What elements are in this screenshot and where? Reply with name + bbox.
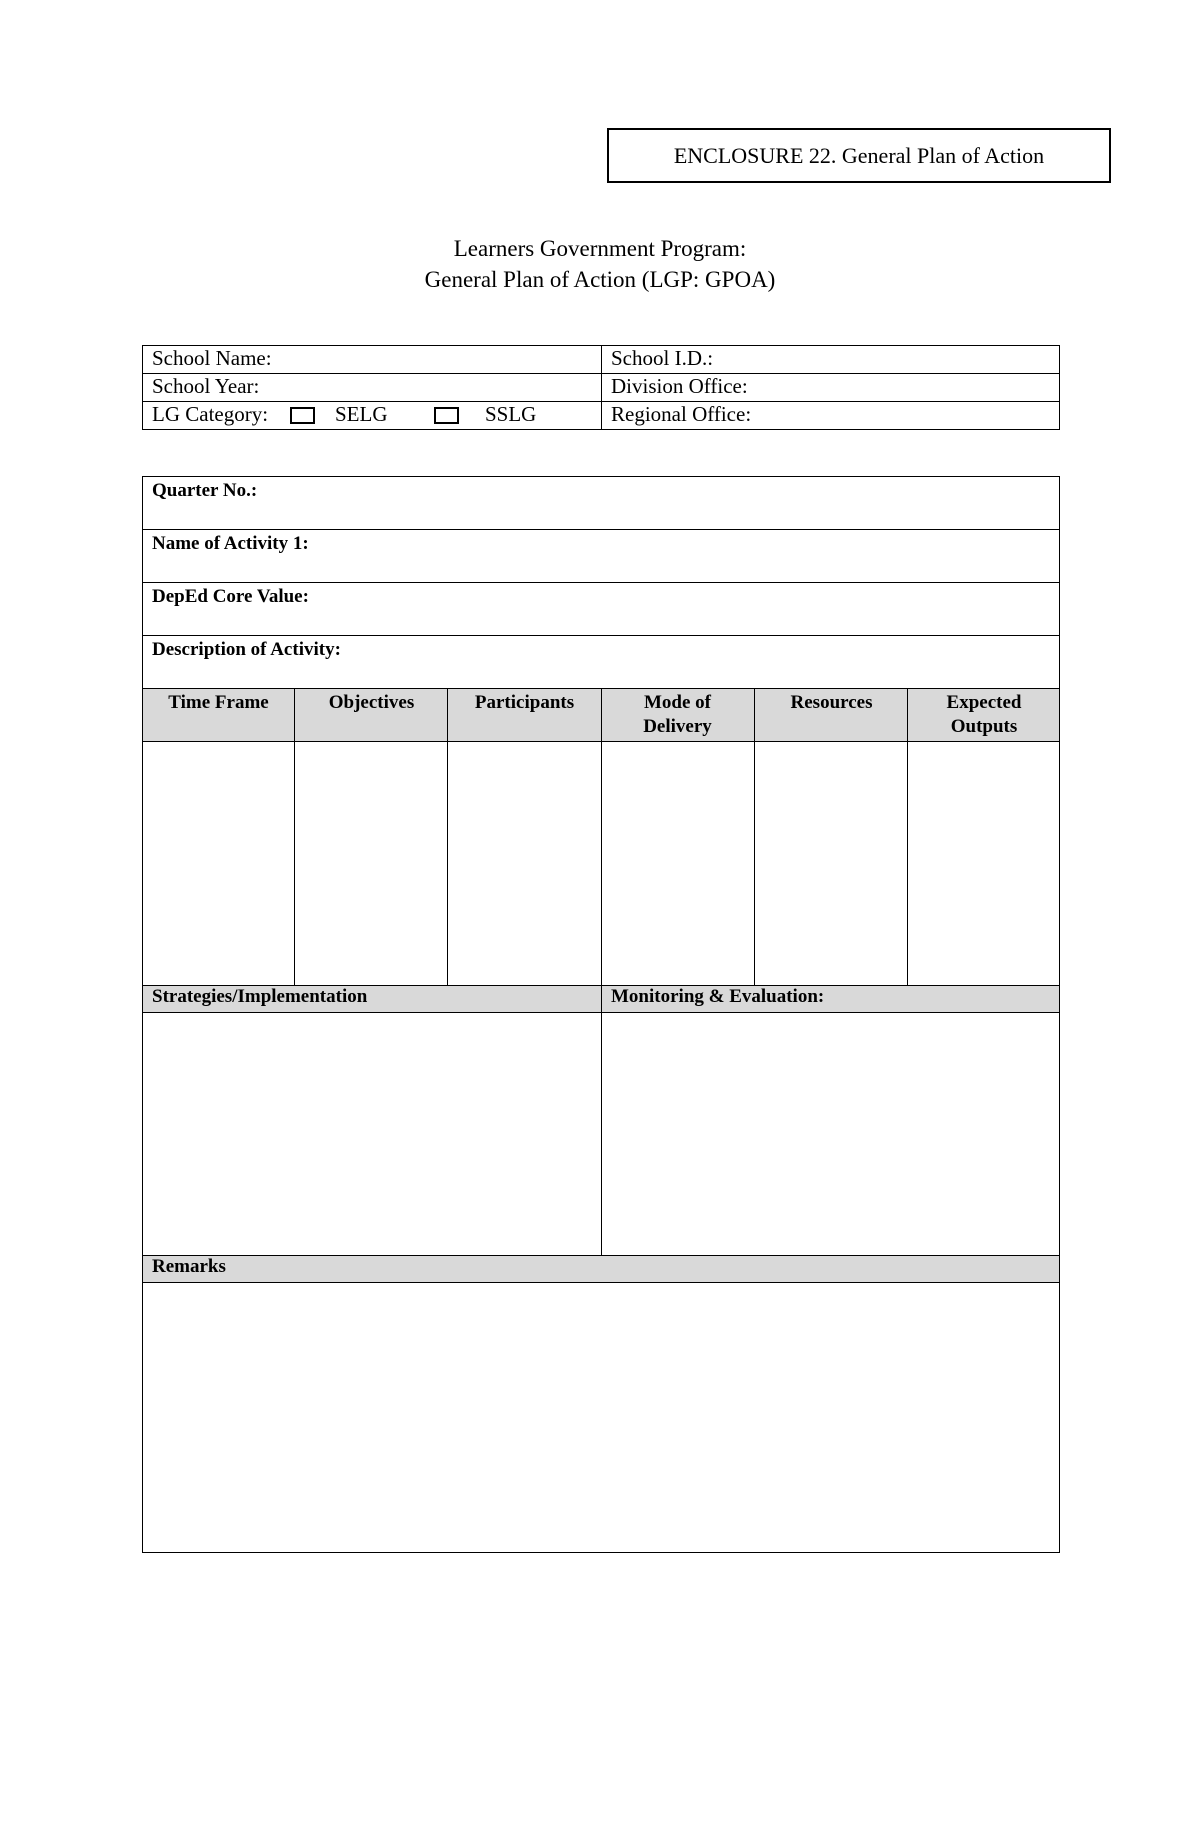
activity-plan-table [142, 476, 1060, 1553]
school-year-label: School Year: [152, 374, 260, 398]
enclosure-label [607, 128, 1111, 183]
remarks-header: Remarks [152, 1256, 226, 1277]
division-office-label: Division Office: [611, 374, 748, 398]
school-info-table [142, 345, 1060, 430]
monitoring-header: Monitoring & Evaluation: [611, 986, 825, 1007]
description-label: Description of Activity: [152, 639, 341, 660]
col-participants: Participants [474, 692, 575, 713]
lg-category-label: LG Category: [152, 402, 269, 426]
col-objectives: Objectives [328, 692, 415, 713]
regional-office-label: Regional Office: [611, 402, 752, 426]
document-title-line1: Learners Government Program: [453, 236, 747, 261]
document-title-line2: General Plan of Action (LGP: GPOA) [424, 267, 776, 292]
col-time-frame: Time Frame [168, 692, 269, 713]
sslg-checkbox[interactable] [434, 407, 459, 424]
selg-checkbox[interactable] [290, 407, 315, 424]
activity-name-label: Name of Activity 1: [152, 533, 309, 554]
col-expected-outputs: Expected Outputs [946, 692, 1022, 737]
enclosure-text: ENCLOSURE 22. General Plan of Action [673, 142, 1045, 168]
col-resources: Resources [790, 692, 873, 713]
col-mode-of-delivery: Mode of Delivery [643, 692, 712, 737]
quarter-no-label: Quarter No.: [152, 480, 258, 501]
school-name-label: School Name: [152, 346, 272, 370]
school-id-label: School I.D.: [611, 346, 714, 370]
sslg-option-label: SSLG [485, 402, 537, 426]
core-value-label: DepEd Core Value: [152, 586, 309, 607]
selg-option-label: SELG [335, 402, 388, 426]
strategies-header: Strategies/Implementation [152, 986, 368, 1007]
